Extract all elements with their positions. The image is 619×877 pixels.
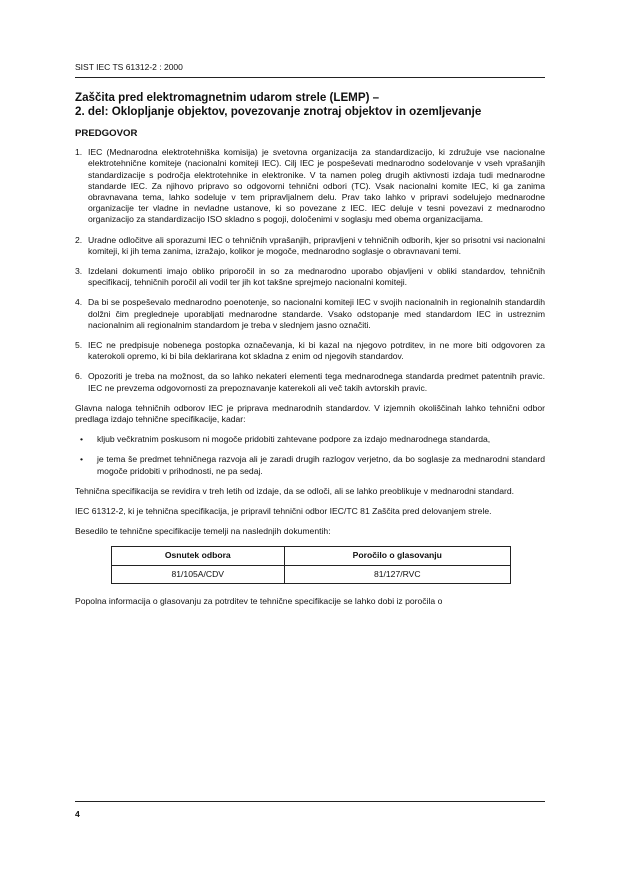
table-row: [112, 565, 511, 583]
documents-table: [111, 546, 511, 583]
bullet-item: • kljub večkratnim poskusom ni mogoče pridobiti zahtevane podpore za izdajo mednarodnega standarda,: [80, 434, 491, 445]
header-rule: [75, 77, 545, 78]
foreword-list: [75, 147, 545, 394]
document-title: [75, 91, 545, 119]
bullet-item: • je tema še predmet tehničnega razvoja ali je zaradi drugih razlogov verjetno, da bo soglasje za mednarodni standard mogoče pridobiti v prihodnosti, ne pa sedaj.: [80, 454, 545, 476]
document-header: SIST IEC TS 61312-2 : 2000: [75, 62, 183, 72]
revision-paragraph: Tehnična specifikacija se revidira v treh letih od izdaje, da se odloči, ali se lahko preoblikuje v mednarodni standard.: [75, 485, 515, 496]
table-cell: 81/127/RVC: [284, 565, 510, 583]
foreword-heading: PREDGOVOR: [75, 128, 138, 139]
voting-paragraph: Popolna informacija o glasovanju za potrditev te tehnične specifikacije se lahko dobi iz poročila o: [75, 595, 443, 606]
table-header-cell: Osnutek odbora: [112, 547, 285, 565]
conditions-list: [75, 434, 545, 477]
page-number: 4: [75, 809, 80, 819]
table-header-cell: Poročilo o glasovanju: [284, 547, 510, 565]
bullet-icon: •: [80, 454, 84, 465]
based-on-paragraph: Besedilo te tehnične specifikacije temelji na naslednjih dokumentih:: [75, 526, 331, 537]
table-header-row: [112, 547, 511, 565]
title-line-2: 2. del: Oklopljanje objektov, povezovanje znotraj objektov in ozemljevanje: [75, 105, 482, 118]
footer-rule: [75, 801, 545, 802]
list-item: 5. IEC ne predpisuje nobenega postopka označevanja, ki bi kazal na njegovo potrditev, in ne more biti odgovoren za katerokoli opremo, ki bi bila deklarirana kot skladna z enim od njegovih standardov.: [75, 340, 545, 362]
list-item: 6. Opozoriti je treba na možnost, da so lahko nekateri elementi tega mednarodnega standarda predmet patentnih pravic. IEC ne prevzema odgovornosti za prepoznavanje katerekoli ali več takih avtorskih pravic.: [75, 371, 545, 393]
bullet-icon: •: [80, 434, 84, 445]
list-item: 3. Izdelani dokumenti imajo obliko priporočil in so za mednarodno uporabo objavljeni v obliki standardov, tehničnih specifikacij, tehničnih poročil ali vodil ter jih kot takšne sprejmejo nacionalni komiteji.: [75, 266, 545, 288]
prepared-paragraph: IEC 61312-2, ki je tehnična specifikacija, je pripravil tehnični odbor IEC/TC 81 Zaščita pred delovanjem strele.: [75, 506, 492, 517]
list-item: 1. IEC (Mednarodna elektrotehniška komisija) je svetovna organizacija za standardizacijo, ki združuje vse nacionalne elektrotehnične komiteje (nacionalni komiteji IEC). Cilj IEC je pospeševati mednarodno sodelovanje v vseh vprašanjih standardizacije s področja elektrotehnike in elektronike. V ta namen poleg drugih aktivnosti izdaja tudi mednarodne standarde IEC. Za njihovo pripravo so odgovorni tehnični odbori (TC). Vsak nacionalni komite IEC, ki ga zanima obravnavana tema, lahko sodeluje v tem pripravljalnem delu. Prav tako lahko v pripravi sodelujejo mednarodne organizacije ter vladne in nevladne ustanove, ki so povezane z IEC. IEC deluje v tesni povezavi z mednarodno organizacijo za standardizacijo ISO skladno s pogoji, določenimi v soglasju med obema organizacijama.: [75, 147, 545, 225]
table-cell: 81/105A/CDV: [112, 565, 285, 583]
list-item: 2. Uradne odločitve ali sporazumi IEC o tehničnih vprašanjih, pripravljeni v tehničnih odborih, kjer so prisotni vsi nacionalni komiteji, ki jih tema zanima, izražajo, kolikor je mogoče, mednarodno soglasje o obravnavani temi.: [75, 234, 545, 256]
list-item: 4. Da bi se pospeševalo mednarodno poenotenje, so nacionalni komiteji IEC v svojih nacionalnih in regionalnih standardih dolžni čim pregledneje uporabljati mednarodne standarde. Vsako odstopanje med standardom IEC in ustreznim nacionalnim ali regionalnim standardom je treba v slednjem jasno označiti.: [75, 297, 545, 330]
page-content: [75, 91, 545, 616]
main-task-paragraph: Glavna naloga tehničnih odborov IEC je priprava mednarodnih standardov. V izjemnih okoliščinah lahko tehnični odbor predlaga izdajo tehnične specifikacije, kadar:: [75, 402, 545, 425]
title-line-1: Zaščita pred elektromagnetnim udarom strele (LEMP) –: [75, 91, 380, 104]
